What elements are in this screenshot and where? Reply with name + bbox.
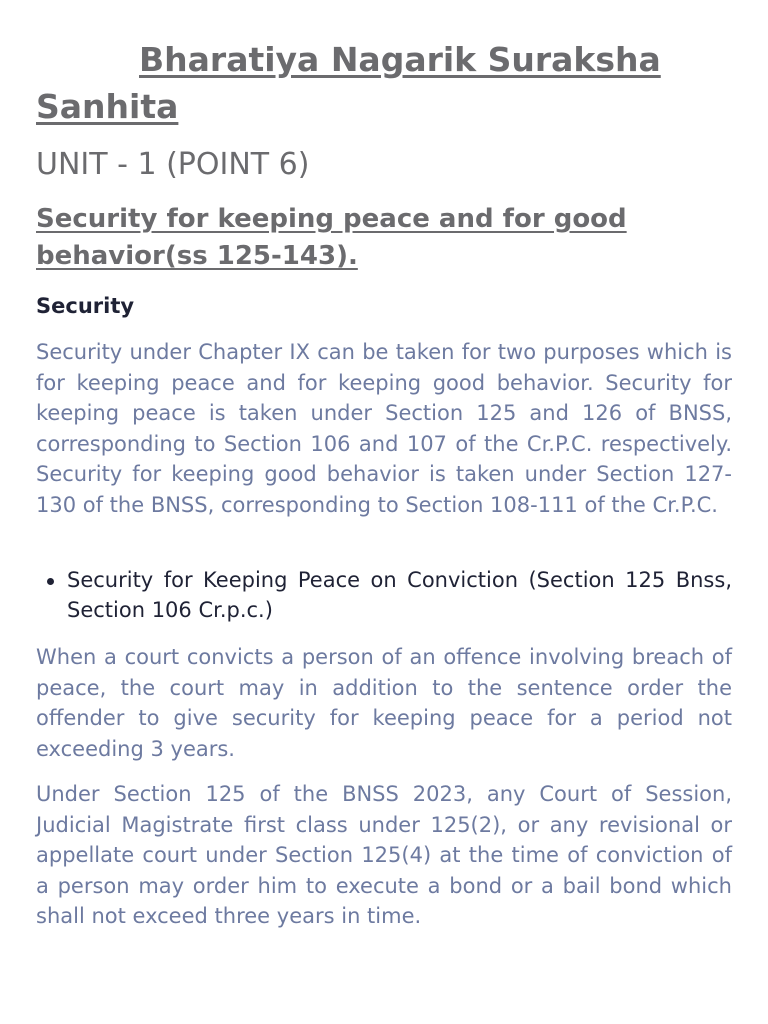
- bullet-list: [36, 566, 732, 625]
- document-title-line-1: Bharatiya Nagarik Suraksha: [139, 40, 661, 79]
- unit-label: UNIT - 1 (POINT 6): [36, 147, 310, 182]
- bullet-item: [36, 566, 732, 625]
- bullet-dot-icon: [47, 578, 54, 585]
- sub-heading-security: Security: [36, 294, 135, 318]
- bullet-item-text: Security for Keeping Peace on Conviction (Section 125 Bnss, Section 106 Cr.p.c.): [67, 568, 732, 622]
- section-heading: Security for keeping peace and for good behavior(ss 125-143).: [36, 204, 627, 271]
- paragraph-section-125: Under Section 125 of the BNSS 2023, any Court of Session, Judicial Magistrate first class under 125(2), or any revisional or appellate court under Section 125(4) at the time of conviction of a person may order him to execute a bond or a bail bond which shall not exceed three years in time.: [36, 782, 732, 928]
- document-title: [36, 36, 736, 130]
- paragraph-conviction: When a court convicts a person of an offence involving breach of peace, the court may in addition to the sentence order the offender to give security for keeping peace for a period not exceeding 3 years.: [36, 645, 732, 761]
- document-title-line-2: Sanhita: [36, 87, 179, 126]
- paragraph-chapter-ix: Security under Chapter IX can be taken for two purposes which is for keeping peace and for keeping good behavior. Security for keeping peace is taken under Section 125 and 126 of BNSS, corresponding to Section 106 and 107 of the Cr.P.C. respectively. Security for keeping good behavior is taken under Section 127-130 of the BNSS, corresponding to Section 108-111 of the Cr.P.C.: [36, 340, 732, 517]
